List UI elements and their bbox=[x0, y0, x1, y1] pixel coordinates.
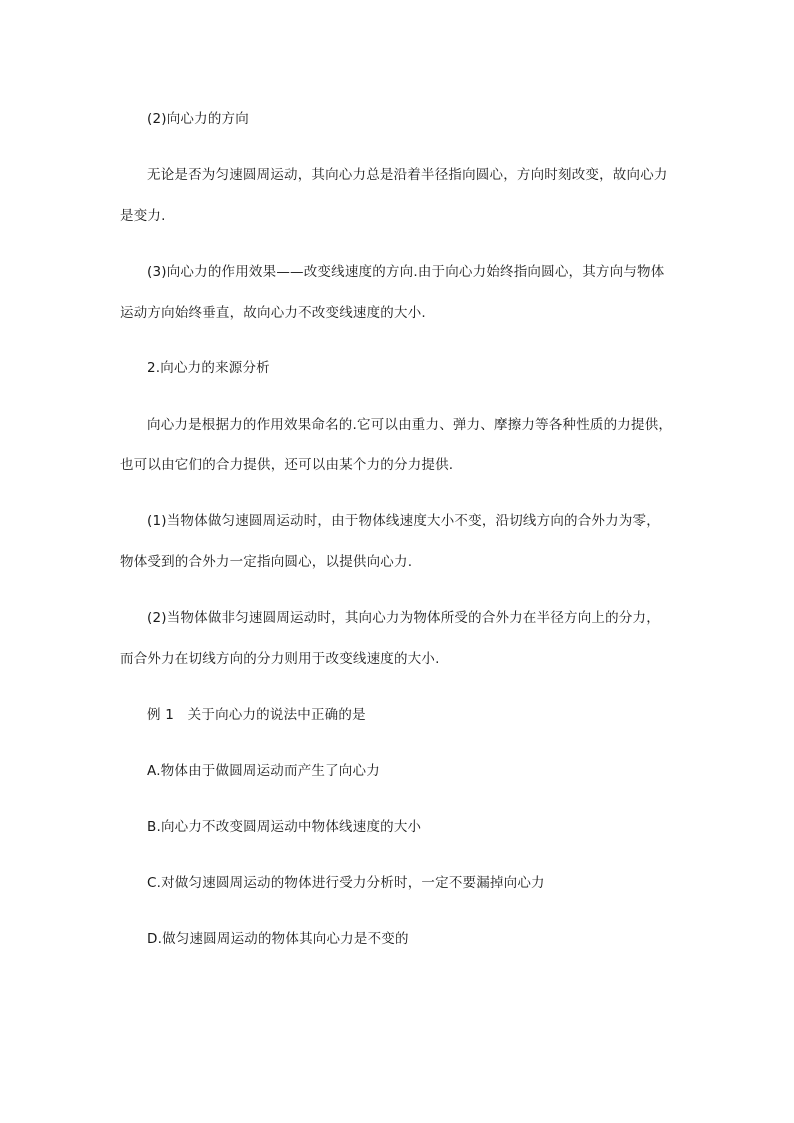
example-option-d: D.做匀速圆周运动的物体其向心力是不变的 bbox=[147, 931, 409, 947]
paragraph-direction-line-2: 是变力. bbox=[120, 208, 166, 224]
paragraph-source-line-2: 也可以由它们的合力提供，还可以由某个力的分力提供. bbox=[120, 457, 454, 473]
paragraph-effect-line-2: 运动方向始终垂直，故向心力不改变线速度的大小. bbox=[120, 305, 426, 321]
example-option-a: A.物体由于做圆周运动而产生了向心力 bbox=[147, 763, 380, 779]
heading-source-analysis: 2.向心力的来源分析 bbox=[147, 360, 270, 376]
paragraph-direction-line-1: 无论是否为匀速圆周运动，其向心力总是沿着半径指向圆心，方向时刻改变，故向心力 bbox=[147, 167, 668, 183]
heading-direction: (2)向心力的方向 bbox=[147, 111, 249, 127]
paragraph-uniform-line-2: 物体受到的合外力一定指向圆心，以提供向心力. bbox=[120, 554, 413, 570]
example-option-c: C.对做匀速圆周运动的物体进行受力分析时，一定不要漏掉向心力 bbox=[147, 875, 545, 891]
paragraph-uniform-line-1: (1)当物体做匀速圆周运动时，由于物体线速度大小不变，沿切线方向的合外力为零， bbox=[147, 513, 660, 529]
example-option-b: B.向心力不改变圆周运动中物体线速度的大小 bbox=[147, 819, 422, 835]
paragraph-nonuniform-line-2: 而合外力在切线方向的分力则用于改变线速度的大小. bbox=[120, 651, 440, 667]
example-question: 例 1 关于向心力的说法中正确的是 bbox=[147, 707, 366, 723]
paragraph-source-line-1: 向心力是根据力的作用效果命名的.它可以由重力、弹力、摩擦力等各种性质的力提供， bbox=[147, 417, 673, 433]
paragraph-effect-line-1: (3)向心力的作用效果——改变线速度的方向.由于向心力始终指向圆心，其方向与物体 bbox=[147, 264, 665, 280]
paragraph-nonuniform-line-1: (2)当物体做非匀速圆周运动时，其向心力为物体所受的合外力在半径方向上的分力， bbox=[147, 610, 660, 626]
